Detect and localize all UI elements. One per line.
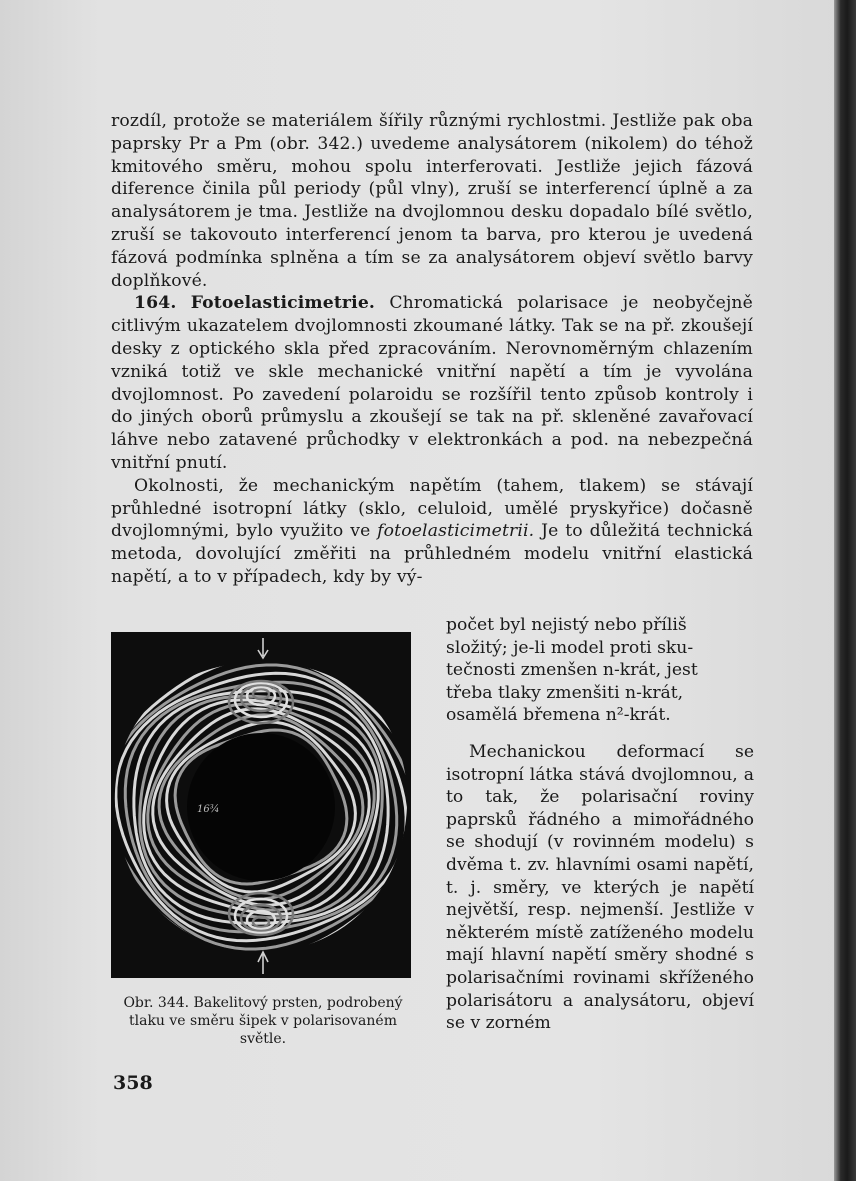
wrapped-text-column	[446, 614, 754, 1035]
paragraph-3	[111, 475, 753, 589]
wrap-line-1: počet byl nejistý nebo příliš	[446, 615, 687, 635]
figure-caption: Obr. 344. Bakelitový prsten, podrobený tlaku ve směru šipek v polarisovaném světle.	[123, 995, 403, 1047]
main-text-column	[111, 110, 753, 589]
paragraph-3-tail: Je to důležitá technická metoda, dovolující změřiti na průhledném modelu vnitřní elastická napětí, a to v případech, kdy by vý-	[111, 521, 753, 587]
paragraph-1: rozdíl, protože se materiálem šířily různými rychlostmi. Jestliže pak oba paprsky Pr a Pm (obr. 342.) uvedeme analysátorem (nikolem) do téhož kmitového směru, mohou spolu interferovati. Jestliže jejich fázová diference činila půl periody (půl vlny), zruší se interferencí úplně a za analysátorem je tma. Jestliže na dvojlomnou desku dopadalo bílé světlo, zruší se takovouto interferencí jenom ta barva, pro kterou je uvedená fázová podmínka splněna a tím se za analysátorem objeví světlo barvy doplňkové.	[111, 111, 753, 291]
wrap-line-5: osamělá břemena n²-krát.	[446, 705, 671, 726]
section-number: 164.	[134, 293, 177, 314]
book-spine-shadow	[834, 0, 856, 1181]
wrap-line-4: třeba tlaky zmenšiti n-krát,	[446, 682, 684, 703]
paragraph-2-text: Chromatická polarisace je neobyčejně citlivým ukazatelem dvojlomnosti zkoumané látky. Tak se na př. zkoušejí desky z optického skla před zpracováním. Nerovnoměrným chlazením vzniká totiž ve skle mechanické vnitřní napětí a tím je vyvolána dvojlomnost. Po zavedení polaroidu se rozšířil tento způsob kontroly i do jiných oborů průmyslu a zkoušejí se tak na př. skleněné zavařovací láhve nebo zatavené průchodky v elektronkách a pod. na nebezpečná vnitřní pnutí.	[111, 293, 753, 473]
paragraph-4: Mechanickou deformací se isotropní látka stává dvojlomnou, a to tak, že polarisační roviny paprsků řádného a mimořádného se shodují (v rovinném modelu) s dvěma t. zv. hlavními osami napětí, t. j. směry, ve kterých je napětí největší, resp. nejmenší. Jestliže v některém místě zatíženého modelu mají hlavní napětí směry shodné s polarisačními rovinami skříženého polarisátoru a analysátoru, objeví se v zorném	[446, 741, 754, 1034]
figure-label: 16¾	[197, 804, 220, 815]
figure-photoelastic-ring	[111, 632, 411, 978]
paragraph-2	[111, 292, 753, 474]
paragraph-3-head: Okolnosti, že mechanickým napětím (tahem, tlakem) se stávají průhledné isotropní látky (sklo, celuloid, umělé pryskyřice) dočasně dvojlomnými, bylo využito ve	[111, 475, 753, 542]
ring-fringe-image	[111, 632, 411, 978]
wrap-line-3: tečnosti zmenšen n-krát, jest	[446, 660, 698, 681]
page-number: 358	[113, 1072, 153, 1094]
section-title: Fotoelasticimetrie.	[190, 293, 376, 314]
wrap-line-2: složitý; je-li model proti sku-	[446, 637, 694, 658]
emphasis-term: fotoelasticimetrii.	[377, 521, 535, 542]
